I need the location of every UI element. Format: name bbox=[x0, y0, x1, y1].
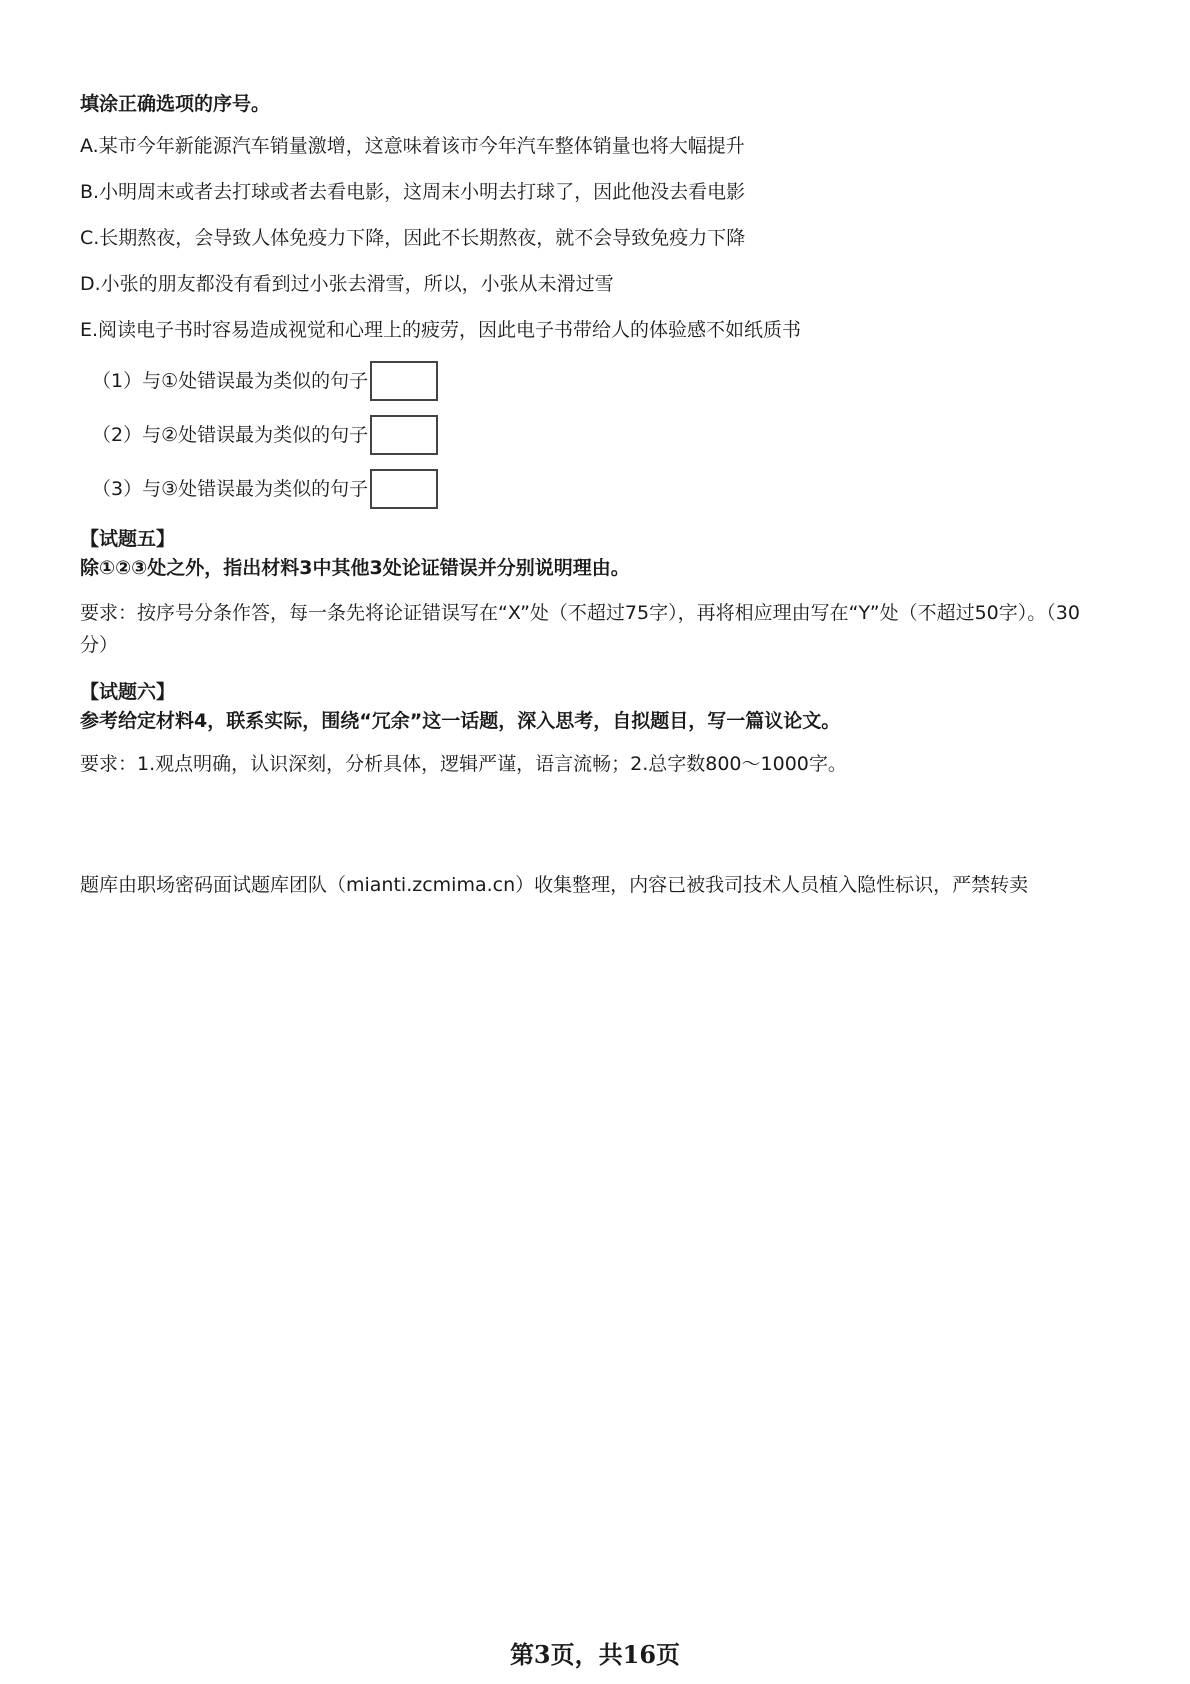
sub-question-1 bbox=[92, 361, 438, 401]
q6-heading: 【试题六】 bbox=[80, 681, 176, 703]
answer-box-3[interactable] bbox=[370, 469, 438, 509]
sub-question-label: （3）与③处错误最为类似的句子 bbox=[92, 478, 369, 500]
sub-question-label: （1）与①处错误最为类似的句子 bbox=[92, 370, 369, 392]
page-number: 第3页，共16页 bbox=[509, 1640, 681, 1669]
sub-question-label: （2）与②处错误最为类似的句子 bbox=[92, 424, 369, 446]
q6-requirement: 要求：1.观点明确，认识深刻，分析具体，逻辑严谨，语言流畅；2.总字数800～1000字。 bbox=[80, 753, 847, 775]
q5-question: 除①②③处之外，指出材料3中其他3处论证错误并分别说明理由。 bbox=[80, 557, 630, 579]
option-a: A.某市今年新能源汽车销量激增，这意味着该市今年汽车整体销量也将大幅提升 bbox=[80, 135, 745, 157]
option-c: C.长期熬夜，会导致人体免疫力下降，因此不长期熬夜，就不会导致免疫力下降 bbox=[80, 227, 746, 249]
q5-requirement: 要求：按序号分条作答，每一条先将论证错误写在“X”处（不超过75字），再将相应理由写在“Y”处（不超过50字）。（30分） bbox=[80, 602, 1080, 656]
q5-heading: 【试题五】 bbox=[80, 528, 176, 550]
q6-question: 参考给定材料4，联系实际，围绕“冗余”这一话题，深入思考，自拟题目，写一篇议论文。 bbox=[80, 710, 841, 732]
copyright-notice: 题库由职场密码面试题库团队（mianti.zcmima.cn）收集整理，内容已被我司技术人员植入隐性标识，严禁转卖 bbox=[80, 874, 1029, 896]
answer-box-1[interactable] bbox=[370, 361, 438, 401]
sub-question-2 bbox=[92, 415, 438, 455]
option-d: D.小张的朋友都没有看到过小张去滑雪，所以，小张从未滑过雪 bbox=[80, 273, 614, 295]
instruction-text: 填涂正确选项的序号。 bbox=[80, 93, 271, 115]
option-e: E.阅读电子书时容易造成视觉和心理上的疲劳，因此电子书带给人的体验感不如纸质书 bbox=[80, 319, 802, 341]
answer-box-2[interactable] bbox=[370, 415, 438, 455]
option-b: B.小明周末或者去打球或者去看电影，这周末小明去打球了，因此他没去看电影 bbox=[80, 181, 746, 203]
sub-question-3 bbox=[92, 469, 438, 509]
